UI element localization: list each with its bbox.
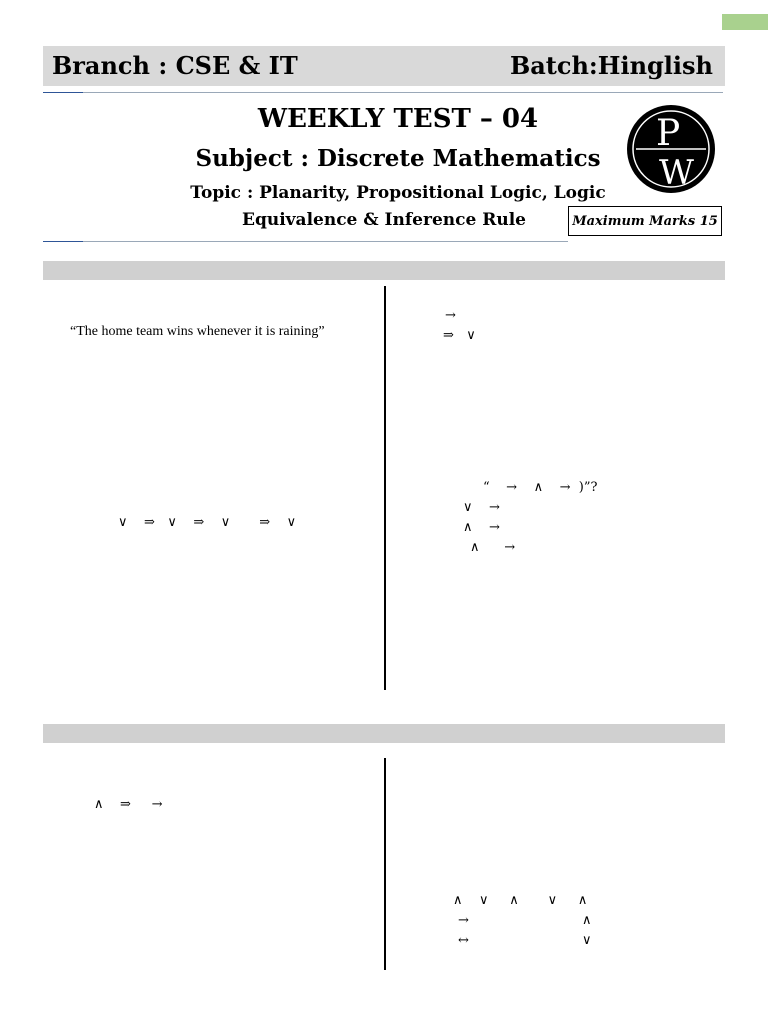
right-symbols-9: ↔ [458,933,469,948]
right-symbols-8: → [458,913,469,928]
right-symbols-4: ∨ → [463,500,500,515]
max-marks-box [568,206,722,236]
test-title: WEEKLY TEST – 04 [257,104,539,134]
right-symbols-8b: ∧ [582,913,592,928]
title-rule [83,241,568,242]
topic-line-2: Equivalence & Inference Rule [242,210,526,230]
pw-logo-icon [626,100,716,198]
subject-title: Subject : Discrete Mathematics [195,145,601,172]
logo-letter-p: P [656,113,681,154]
branch-bar [43,46,725,86]
option-symbols: ∨ ⇒ ∨ ⇒ ∨ ⇒ ∨ [118,515,297,530]
max-marks-label: Maximum Marks 15 [572,213,718,229]
right-symbols-7: ∧ ∨ ∧ ∨ ∧ [453,893,588,908]
section-bar-2 [43,724,725,743]
right-symbols-1: → [445,308,456,323]
branch-label: Branch : CSE & IT [52,51,298,80]
topic-line-1: Topic : Planarity, Propositional Logic, Logic [190,183,606,203]
right-symbols-5: ∧ → [463,520,500,535]
title-rule-accent [43,241,83,242]
header-rule-accent [43,92,83,93]
right-symbols-3: “ → ∧ → )”? [483,480,598,495]
question-quote: “The home team wins whenever it is raining” [70,324,325,339]
header-rule [83,92,723,93]
section-bar-1 [43,261,725,280]
left-symbols-2: ∧ ⇒ → [94,797,163,812]
corner-tab [722,14,768,30]
right-symbols-6: ∧ → [470,540,516,555]
right-symbols-2: ⇒ ∨ [443,328,476,343]
logo-letter-w: W [659,153,694,193]
batch-label: Batch:Hinglish [509,51,713,80]
column-divider-1 [384,286,386,690]
right-symbols-9b: ∨ [582,933,592,948]
column-divider-2 [384,758,386,970]
